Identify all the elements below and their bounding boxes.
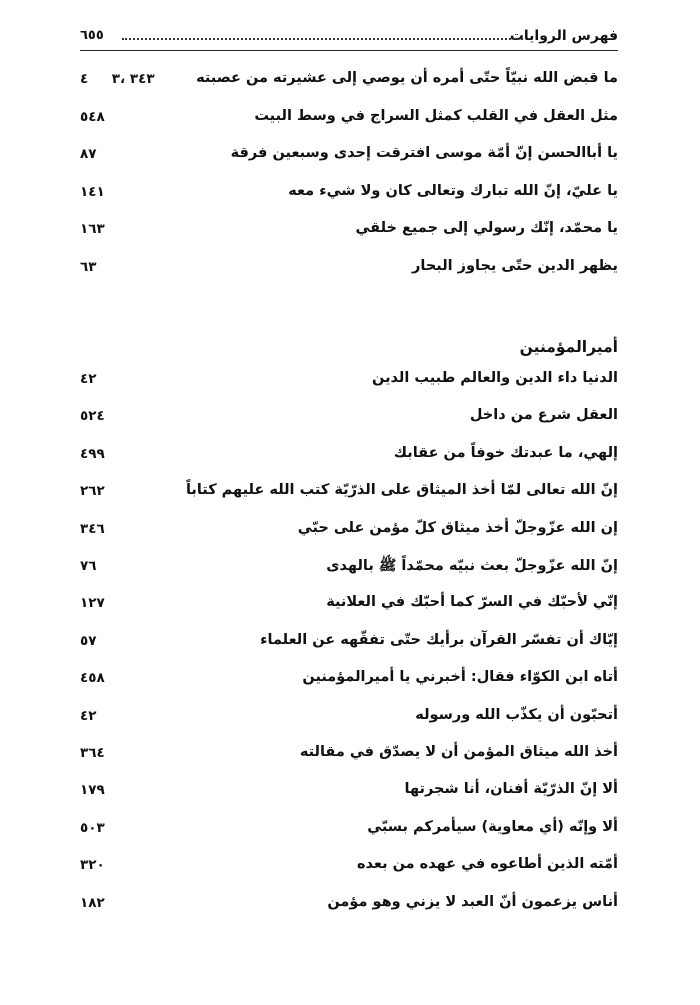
leader-dots <box>122 38 523 40</box>
entry-text: ألا إنّ الذرّيّة أفنان، أنا شجرتها <box>404 781 618 798</box>
index-entry <box>80 594 618 618</box>
index-entry <box>80 632 618 656</box>
entry-text: أناس يزعمون أنّ العبد لا يزني وهو مؤمن <box>327 893 618 910</box>
entry-text: إن الله عزّوجلّ أخذ ميثاق كلّ مؤمن على حبّي <box>297 519 618 536</box>
index-entry <box>80 407 618 431</box>
entry-page-numbers: ٤٥٨ <box>80 670 105 687</box>
index-entry <box>80 145 618 169</box>
entry-page-numbers: ٤٢ <box>80 371 97 387</box>
index-entry <box>80 482 618 506</box>
entry-text: أتحبّون أن يكذّب الله ورسوله <box>415 706 618 723</box>
index-entry <box>80 258 618 282</box>
entry-text: يظهر الدين حتّى يجاوز البحار <box>412 258 618 274</box>
entry-page-numbers: ٣٤٣ ،٣ ٤ <box>80 71 155 87</box>
entry-page-numbers: ١٨٢ <box>80 894 105 911</box>
entry-text: إنّي لأحبّك في السرّ كما أحبّك في العلانية <box>326 594 618 611</box>
entry-page-numbers: ٢٦٢ <box>80 483 105 500</box>
entry-page-numbers: ٧٦ <box>80 558 97 574</box>
index-entry <box>80 220 618 244</box>
index-entry <box>80 707 618 731</box>
entry-page-numbers: ١٦٣ <box>80 221 105 238</box>
entry-text: يا عليّ، إنّ الله تبارك وتعالى كان ولا شيء معه <box>288 182 618 199</box>
section-heading: أميرالمؤمنين <box>519 338 618 356</box>
entry-page-numbers: ٥٢٤ <box>80 408 105 425</box>
entry-page-numbers: ٤٢ <box>80 707 97 724</box>
index-entry <box>80 70 618 94</box>
entry-page-numbers: ١٢٧ <box>80 595 105 612</box>
entry-page-numbers: ٤٩٩ <box>80 445 105 462</box>
entry-text: أمّته الذين أطاعوه في عهده من بعده <box>356 856 618 873</box>
entry-page-numbers: ٥٧ <box>80 632 97 649</box>
index-entry <box>80 781 618 805</box>
entry-text: إيّاك أن تفسّر القرآن برأيك حتّى تفقّهه عن العلماء <box>260 631 618 648</box>
index-entry <box>80 370 618 394</box>
index-entry <box>80 894 618 918</box>
index-entry <box>80 856 618 880</box>
entry-text: الدنيا داء الدين والعالم طبيب الدين <box>372 370 618 386</box>
index-entry <box>80 557 618 581</box>
index-entry <box>80 520 618 544</box>
entry-page-numbers: ٣٢٠ <box>80 857 105 874</box>
header-title: فهرس الروايات <box>509 28 618 44</box>
entry-page-numbers: ٣٤٦ <box>80 520 105 537</box>
entry-text: إنّ الله عزّوجلّ بعث نبيّه محمّداً ﷺ بالهدى <box>326 558 618 574</box>
entry-page-numbers: ١٧٩ <box>80 782 105 799</box>
entry-page-numbers: ٦٣ <box>80 259 97 275</box>
entry-page-numbers: ٣٦٤ <box>80 745 105 761</box>
entry-text: مثل العقل في القلب كمثل السراج في وسط البيت <box>254 107 618 124</box>
page-number: ٦٥٥ <box>80 28 104 43</box>
entry-page-numbers: ٥٤٨ <box>80 108 105 125</box>
entry-text: العقل شرع من داخل <box>469 407 618 424</box>
index-entry <box>80 183 618 207</box>
entry-page-numbers: ٨٧ <box>80 146 97 163</box>
entry-text: أتاه ابن الكوّاء فقال: أخبرني يا أميرالمؤمنين <box>302 669 618 686</box>
entry-text: إلهي، ما عبدتك خوفاً من عقابك <box>393 444 618 461</box>
entry-page-numbers: ٥٠٣ <box>80 819 105 836</box>
index-entry <box>80 108 618 132</box>
entry-text: أخذ الله ميثاق المؤمن أن لا يصدّق في مقالته <box>299 744 618 760</box>
index-entry <box>80 445 618 469</box>
index-entry <box>80 669 618 693</box>
entry-page-numbers: ١٤١ <box>80 183 105 200</box>
entry-text: ألا وإنّه (أي معاوية) سيأمركم بسبّي <box>367 818 618 835</box>
index-entry <box>80 744 618 768</box>
entry-text: إنّ الله تعالى لمّا أخذ الميثاق على الذرّيّة كتب الله عليهم كتاباً <box>185 482 618 499</box>
entry-text: ما قبض الله نبيّاً حتّى أمره أن يوصي إلى عشيرته من عصبته <box>196 70 618 86</box>
running-header <box>80 28 618 51</box>
entry-text: يا أباالحسن إنّ أمّة موسى افترقت إحدى وسبعين فرقة <box>230 145 618 162</box>
index-entry <box>80 819 618 843</box>
entry-text: يا محمّد، إنّك رسولي إلى جميع خلقي <box>355 220 618 237</box>
